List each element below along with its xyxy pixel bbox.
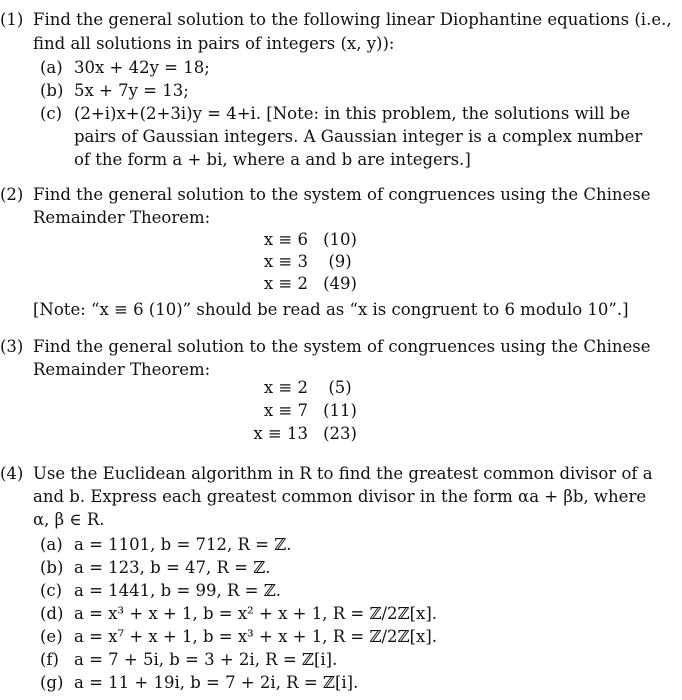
problem-4e-label: (e) [40, 627, 63, 646]
problem-1-text-line-1: Find the general solution to the following linear Diophantine equations (i.e., [33, 10, 672, 29]
problem-1c-label: (c) [40, 104, 63, 123]
problem-4-text-line-2: and b. Express each greatest common divisor in the form αa + βb, where [33, 487, 647, 506]
problem-4a-label: (a) [40, 535, 63, 554]
problem-2-text-line-2: Remainder Theorem: [33, 208, 211, 227]
problem-1b-label: (b) [40, 81, 64, 100]
congruence-mod: (10) [323, 230, 357, 249]
problem-2-text-line-1: Find the general solution to the system of congruences using the Chinese [33, 185, 651, 204]
congruence-lhs: x ≡ 2 [263, 274, 308, 293]
congruence-mod: (5) [328, 378, 352, 397]
congruence-mod: (9) [328, 252, 352, 271]
problem-4-text-line-3: α, β ∈ R. [33, 510, 105, 529]
problem-3-text-line-2: Remainder Theorem: [33, 360, 211, 379]
congruence-mod: (49) [323, 274, 357, 293]
problem-3-congruence-3 [250, 422, 366, 445]
problem-4-text-line-1: Use the Euclidean algorithm in R to find the greatest common divisor of a [33, 464, 653, 483]
problem-4d-label: (d) [40, 604, 64, 623]
problem-4b-text: a = 123, b = 47, R = ℤ. [74, 558, 271, 577]
problem-1a-equation: 30x + 42y = 18; [74, 58, 210, 77]
problem-1c-line-3: of the form a + bi, where a and b are integers.] [74, 150, 471, 169]
problem-4e-text: a = x⁷ + x + 1, b = x³ + x + 1, R = ℤ/2ℤ[x]. [74, 627, 438, 646]
problem-4b-label: (b) [40, 558, 64, 577]
problem-4c-text: a = 1441, b = 99, R = ℤ. [74, 581, 282, 600]
problem-3-number: (3) [0, 337, 24, 356]
congruence-lhs: x ≡ 3 [263, 252, 308, 271]
problem-1a-label: (a) [40, 58, 63, 77]
problem-4g-label: (g) [40, 673, 64, 692]
congruence-mod: (23) [323, 424, 357, 443]
problem-4-number: (4) [0, 464, 24, 483]
problem-3-congruence-1 [250, 376, 366, 399]
problem-4f-label: (f) [40, 650, 59, 669]
problem-2-congruence-2 [250, 250, 366, 273]
problem-4c-label: (c) [40, 581, 63, 600]
problem-1-number: (1) [0, 10, 24, 29]
problem-3-congruence-2 [250, 399, 366, 422]
congruence-mod: (11) [323, 401, 357, 420]
congruence-lhs: x ≡ 2 [263, 378, 308, 397]
problem-1c-line-1: (2+i)x+(2+3i)y = 4+i. [Note: in this problem, the solutions will be [74, 104, 631, 123]
problem-4d-text: a = x³ + x + 1, b = x² + x + 1, R = ℤ/2ℤ[x]. [74, 604, 438, 623]
congruence-lhs: x ≡ 7 [263, 401, 308, 420]
problem-4a-text: a = 1101, b = 712, R = ℤ. [74, 535, 292, 554]
problem-4g-text: a = 11 + 19i, b = 7 + 2i, R = ℤ[i]. [74, 673, 359, 692]
problem-2-number: (2) [0, 185, 24, 204]
problem-2-congruence-1 [250, 228, 366, 251]
problem-1-text-line-2: find all solutions in pairs of integers (x, y)): [33, 34, 395, 53]
congruence-lhs: x ≡ 6 [263, 230, 308, 249]
problem-3-text-line-1: Find the general solution to the system of congruences using the Chinese [33, 337, 651, 356]
problem-2-congruence-3 [250, 272, 366, 295]
problem-2-note: [Note: “x ≡ 6 (10)” should be read as “x is congruent to 6 modulo 10”.] [33, 300, 629, 319]
congruence-lhs: x ≡ 13 [253, 424, 308, 443]
problem-4f-text: a = 7 + 5i, b = 3 + 2i, R = ℤ[i]. [74, 650, 338, 669]
problem-1b-equation: 5x + 7y = 13; [74, 81, 189, 100]
problem-1c-line-2: pairs of Gaussian integers. A Gaussian integer is a complex number [74, 127, 643, 146]
